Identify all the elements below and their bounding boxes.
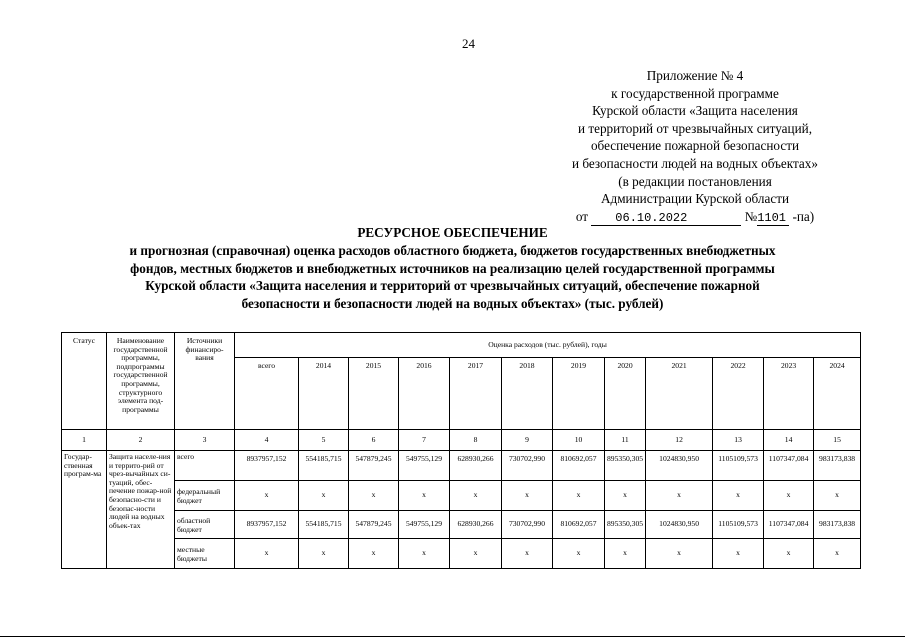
- page-edge-line: [0, 636, 905, 637]
- column-number: 7: [399, 430, 450, 451]
- decree-suffix: -па): [792, 208, 815, 224]
- table-cell: x: [814, 539, 861, 569]
- table-cell: x: [713, 539, 764, 569]
- from-label: от: [575, 208, 588, 224]
- column-number: 5: [299, 430, 349, 451]
- table-row: [62, 451, 861, 481]
- column-number: 3: [175, 430, 235, 451]
- program-name: Защита населе-ния и террито-рий от чрез-вычайных си-туаций, обес-печение пожар-ной безопасно-сти и безопас-ности людей на водных объек-тах: [107, 451, 175, 569]
- appendix-line: и территорий от чрезвычайных ситуаций,: [577, 120, 812, 136]
- table-cell: 810692,057: [553, 451, 605, 481]
- table-row: [62, 481, 861, 511]
- header-year: 2015: [349, 358, 399, 430]
- resource-table: [61, 332, 861, 569]
- table-cell: x: [502, 481, 553, 511]
- table-cell: x: [553, 481, 605, 511]
- header-estimate: Оценка расходов (тыс. рублей), годы: [235, 333, 861, 358]
- table-cell: 628930,266: [450, 511, 502, 539]
- appendix-block: [545, 67, 845, 226]
- table-cell: 1107347,084: [764, 451, 814, 481]
- table-cell: x: [349, 481, 399, 511]
- appendix-line: Приложение № 4: [646, 68, 744, 83]
- appendix-line: Администрации Курской области: [600, 191, 790, 207]
- table-row: [62, 511, 861, 539]
- table-cell: x: [299, 539, 349, 569]
- table-cell: 554185,715: [299, 451, 349, 481]
- header-total: всего: [235, 358, 299, 430]
- funding-source: областной бюджет: [175, 511, 235, 539]
- column-number: 13: [713, 430, 764, 451]
- table-cell: 983173,838: [814, 451, 861, 481]
- table-cell: 895350,305: [605, 511, 646, 539]
- column-number: 15: [814, 430, 861, 451]
- table-cell: x: [349, 539, 399, 569]
- column-number: 8: [450, 430, 502, 451]
- table-cell: x: [553, 539, 605, 569]
- funding-source: всего: [175, 451, 235, 481]
- header-year: 2018: [502, 358, 553, 430]
- table-cell: x: [814, 481, 861, 511]
- table-cell: 730702,990: [502, 451, 553, 481]
- decree-date: 06.10.2022: [591, 212, 741, 226]
- appendix-line: к государственной программе: [611, 85, 779, 101]
- appendix-line: (в редакции постановления: [618, 173, 772, 189]
- table-cell: 547879,245: [349, 511, 399, 539]
- header-year: 2017: [450, 358, 502, 430]
- column-number: 11: [605, 430, 646, 451]
- title-line: и прогнозная (справочная) оценка расходов областного бюджета, бюджетов государственных внебюджетных: [129, 242, 776, 258]
- table-cell: 1105109,573: [713, 451, 764, 481]
- table-cell: x: [399, 539, 450, 569]
- table-cell: 1024830,950: [646, 451, 713, 481]
- table-cell: x: [764, 481, 814, 511]
- appendix-line: Курской области «Защита населения: [592, 103, 798, 119]
- header-row: [62, 333, 861, 358]
- header-status: Статус: [62, 333, 107, 430]
- header-year: 2021: [646, 358, 713, 430]
- column-number: 14: [764, 430, 814, 451]
- table-cell: x: [450, 481, 502, 511]
- decree-number: 1101: [757, 212, 789, 226]
- header-year: 2024: [814, 358, 861, 430]
- table-cell: 1105109,573: [713, 511, 764, 539]
- header-source: Источники финансиро-вания: [175, 333, 235, 430]
- table-cell: 983173,838: [814, 511, 861, 539]
- appendix-line: обеспечение пожарной безопасности: [590, 138, 800, 154]
- column-number-row: [62, 430, 861, 451]
- header-year: 2020: [605, 358, 646, 430]
- table-row: [62, 539, 861, 569]
- funding-source: федеральный бюджет: [175, 481, 235, 511]
- header-year: 2016: [399, 358, 450, 430]
- table-cell: x: [235, 481, 299, 511]
- table-cell: x: [450, 539, 502, 569]
- table-cell: 8937957,152: [235, 451, 299, 481]
- table-cell: x: [605, 481, 646, 511]
- program-status: Государ-ственная програм-ма: [62, 451, 107, 569]
- appendix-line: и безопасности людей на водных объектах»: [572, 155, 818, 171]
- column-number: 10: [553, 430, 605, 451]
- column-number: 2: [107, 430, 175, 451]
- header-year: 2022: [713, 358, 764, 430]
- table-cell: 549755,129: [399, 511, 450, 539]
- table-cell: x: [299, 481, 349, 511]
- table-cell: x: [764, 539, 814, 569]
- table-cell: x: [235, 539, 299, 569]
- table-cell: 8937957,152: [235, 511, 299, 539]
- table-cell: x: [646, 481, 713, 511]
- header-year: 2019: [553, 358, 605, 430]
- title-line: безопасности и безопасности людей на водных объектах» (тыс. рублей): [241, 296, 664, 312]
- number-label: №: [744, 208, 758, 224]
- table-cell: 1024830,950: [646, 511, 713, 539]
- table-cell: 730702,990: [502, 511, 553, 539]
- table-cell: x: [646, 539, 713, 569]
- title-line: фондов, местных бюджетов и внебюджетных источников на реализацию целей государственной программы: [130, 260, 775, 276]
- table-cell: 1107347,084: [764, 511, 814, 539]
- table-cell: 554185,715: [299, 511, 349, 539]
- header-year: 2023: [764, 358, 814, 430]
- column-number: 1: [62, 430, 107, 451]
- page-number: 24: [462, 36, 475, 51]
- title-line: Курской области «Защита населения и территорий от чрезвычайных ситуаций, обеспечение пожарной: [145, 278, 760, 294]
- header-name: Наименование государственной программы, подпрограммы государственной программы, структурного элемента под-программы: [107, 333, 175, 430]
- table-cell: x: [605, 539, 646, 569]
- table-cell: x: [399, 481, 450, 511]
- column-number: 6: [349, 430, 399, 451]
- column-number: 9: [502, 430, 553, 451]
- table-cell: x: [713, 481, 764, 511]
- table-cell: 895350,305: [605, 451, 646, 481]
- funding-source: местные бюджеты: [175, 539, 235, 569]
- table-cell: 547879,245: [349, 451, 399, 481]
- header-year: 2014: [299, 358, 349, 430]
- table-cell: 549755,129: [399, 451, 450, 481]
- title-heading: РЕСУРСНОЕ ОБЕСПЕЧЕНИЕ: [357, 225, 548, 240]
- column-number: 12: [646, 430, 713, 451]
- table-cell: 628930,266: [450, 451, 502, 481]
- column-number: 4: [235, 430, 299, 451]
- table-cell: 810692,057: [553, 511, 605, 539]
- document-title: [60, 224, 845, 313]
- table-cell: x: [502, 539, 553, 569]
